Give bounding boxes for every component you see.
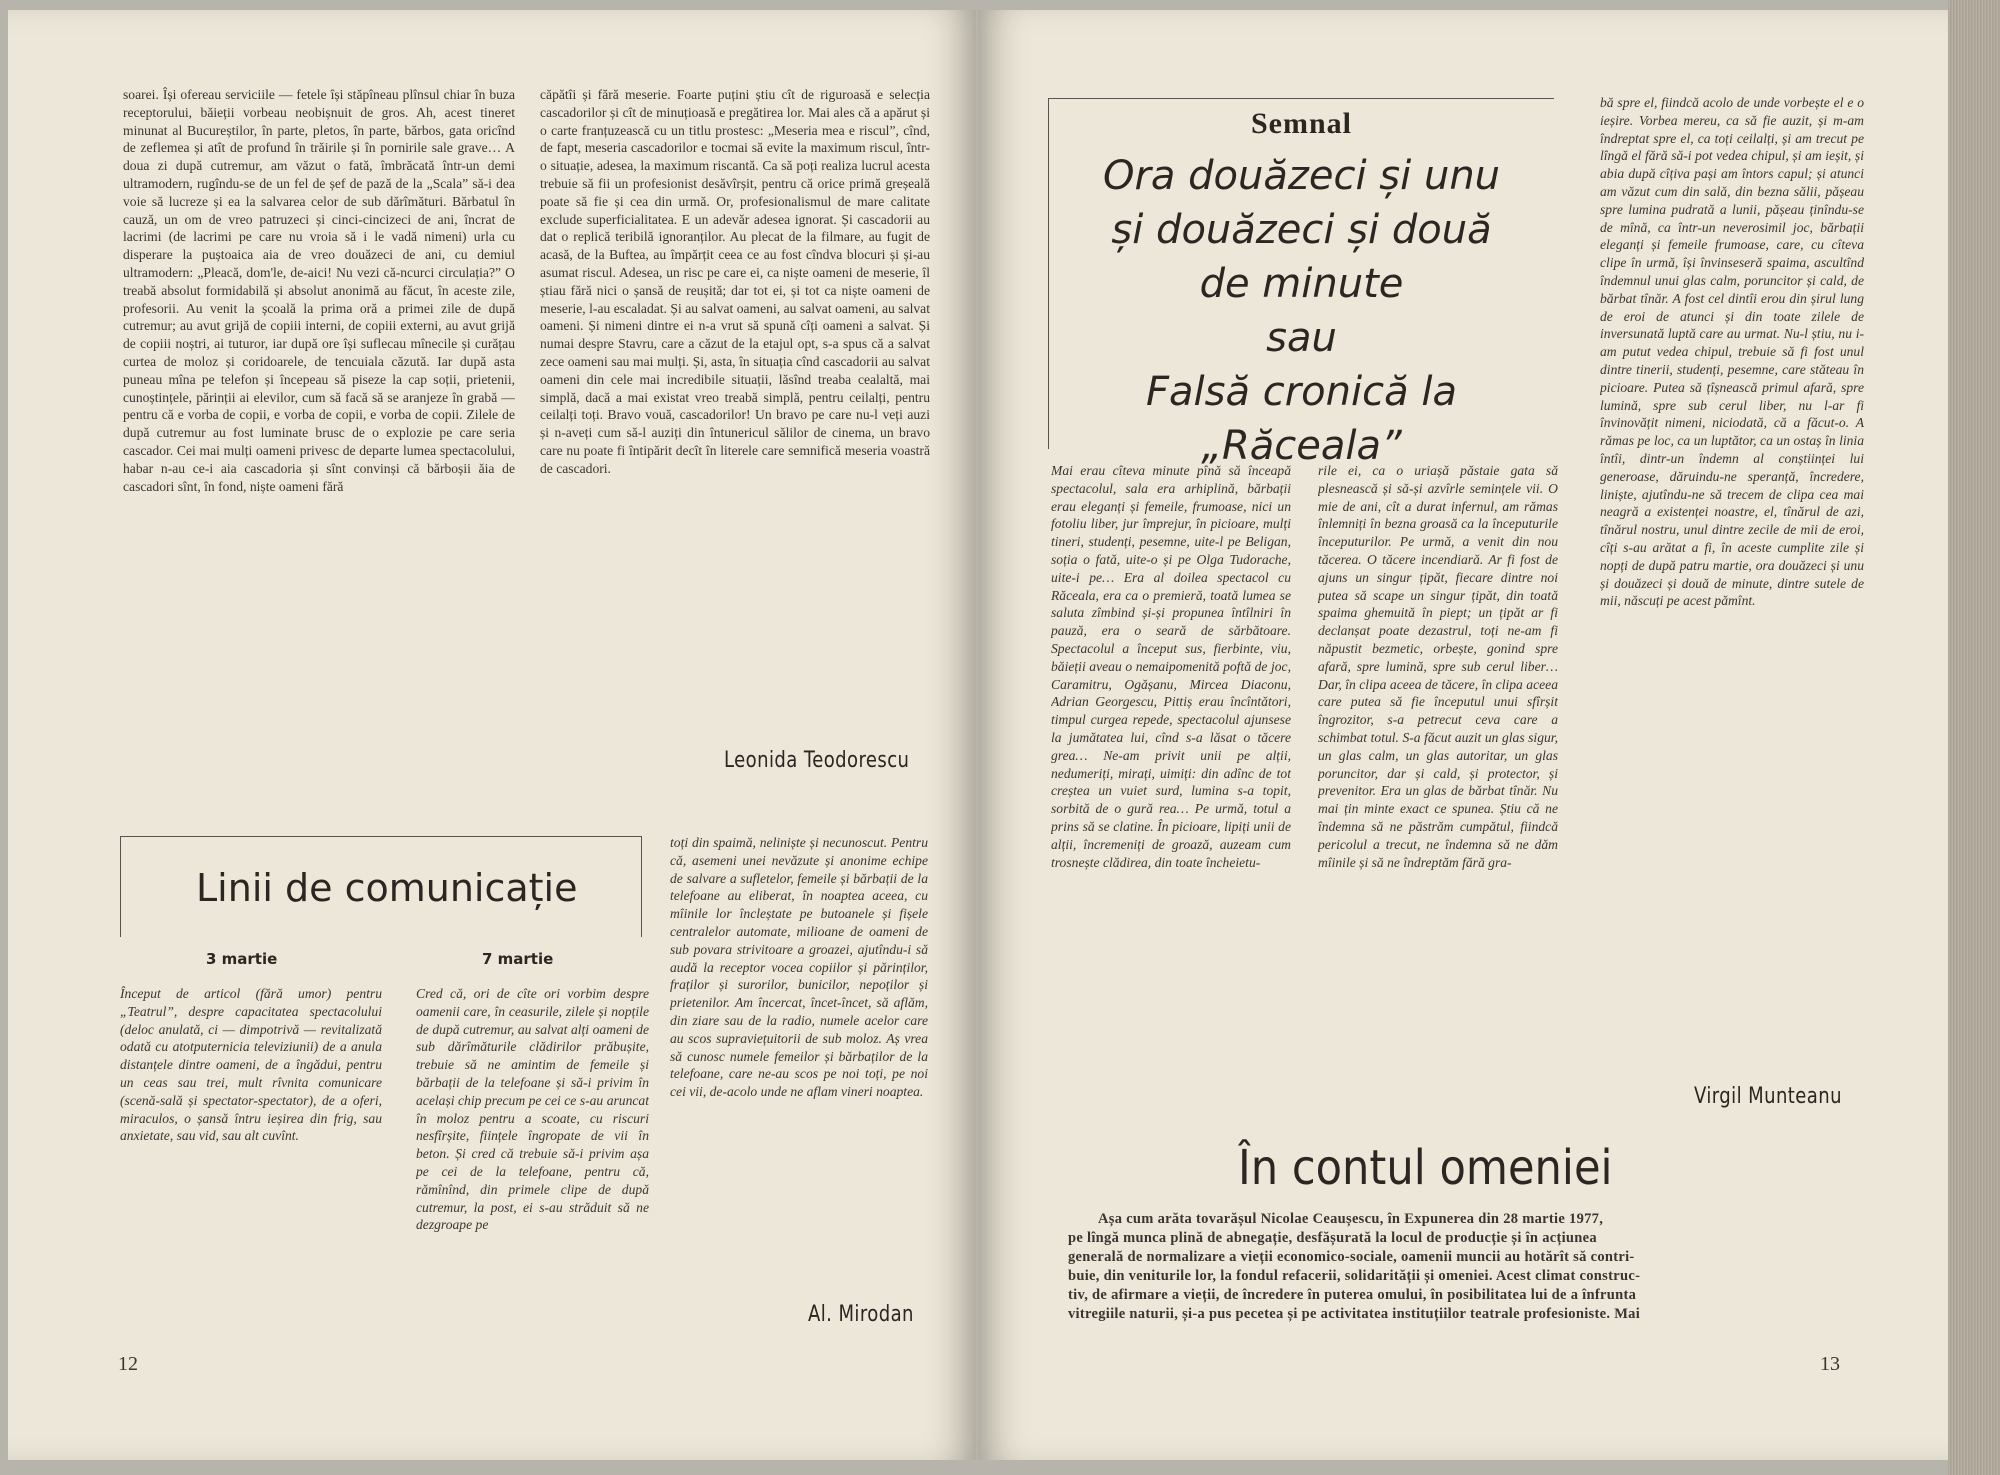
headline: În contul omeniei <box>1238 1140 1613 1196</box>
intro-paragraph <box>1068 1210 1858 1324</box>
title-line: Ora douăzeci și unu <box>1102 153 1501 199</box>
feature-title <box>1049 149 1554 473</box>
entry-date: 3 martie <box>206 950 278 968</box>
title-line: de minute <box>1199 261 1404 307</box>
article-column-2 <box>540 86 930 746</box>
entry-text: Început de articol (fără umor) pentru „Teatrul”, despre capacitatea spectacolului (deloc anulată, ci — dimpotrivă — revitalizată odată cu atotputernicia televiziunii) de a anula distanțele dintre oameni, de a îngădui, pentru un ceas sau trei, mult rîvnita comunicare (scenă-sală și spectator-spectator), de a oferi, miraculos, o șansă întru ieșirea din frig, sau anxietate, sau vid, sau alt cuvînt. <box>120 986 382 1144</box>
intro-line: pe lîngă munca plină de abnegație, desfășurată la locul de producție și în acțiunea <box>1068 1230 1597 1246</box>
entry-date: 7 martie <box>482 950 554 968</box>
entry-text: toți din spaimă, neliniște și necunoscut. Pentru că, asemeni unei nevăzute și anonime echipe de salvare a sufletelor, femeile și bărbații de la telefoane au eliberat, în noaptea aceea, cu mîinile lor încleștate pe butoanele și fișele centralelor automate, milioane de oameni de sub povara strivitoare a groazei, ajutîndu-i să audă la receptor vocea copiilor și părinților, fraților și surorilor, bunicilor, nepoților și prietenilor. Am încercat, încet-încet, să aflăm, din ziare sau de la radio, numele acelor care au scos supraviețuitorii de sub moloz. Aș vrea să cunosc numele femeilor și bărbaților de la telefoane, care ne-au scos pe noi toți, pe noi cei vii, de-acolo unde ne aflam vineri noaptea. <box>670 835 928 1100</box>
article-text: căpătîi și fără meserie. Foarte puțini știu cît de riguroasă e selecția cascadorilor și cît de minuțioasă e pregătirea lor. Mai ales că a apărut și o carte franțuzească cu un titlu prostesc: „Meseria mea e riscul”, cînd, de fapt, meseria cascadorilor e tocmai să evite la maximum riscul, într-o situație, adesea, la maximum riscantă. Ca să poți realiza lucrul acesta trebuie să fii un profesionist desăvîrșit, pentru că orice primă greșeală poate să fie și cea din urmă. Or, profesionalismul de mare calitate exclude superficialitatea. E un adevăr adesea ignorat. Și cascadorii au dat o replică teribilă ignoranților. Au plecat de la filmare, au fugit de acasă, de la Buftea, au împărțit ceea ce au fost cîndva blocuri și și-au asumat riscul. Adesea, un risc pe care ei, ca niște oameni de meserie, îl știau fără nici o șansă de reușită; dar tot ei, și tot ca niște oameni de meserie, l-au escaladat. Și au salvat oameni, au salvat oameni, au salvat oameni. Și nimeni dintre ei n-a vrut să spună cîți oameni a salvat. Și numai despre Stavru, care a căzut de la etajul opt, s-a spus că a salvat zece oameni sau mai mulți. Și, asta, în situația cînd cascadorii au salvat oameni din cele mai incredibile situații, lăsînd treaba cealaltă, mai simplă, dacă a mai existat vreo treabă simplă, pentru ceilalți, pentru ceilalți toți. Bravo vouă, cascadorilor! Un bravo pe care nu-l veți auzi și n-aveți cum să-l auziți din întunericul sălilor de cinema, un bravo care nu poate fi întipărit decît în literele care semnifică meseria voastră de cascadori. <box>540 87 930 476</box>
article-text: rile ei, ca o uriașă păstaie gata să plesnească și să-și azvîrle semințele vii. O mie de ani, cît a durat infernul, am rămas înlemniți în bezna groasă ca la începuturile începuturilor. Pe urmă, a venit din nou tăcerea. O tăcere incendiară. Ar fi fost de ajuns un singur țipăt, fiecare dintre noi putea să scape un singur țipăt, din toată spaima ghemuită în piept; un țipăt ar fi declanșat poate dezastrul, toți ne-am fi năpustit bezmetic, orbește, gonind spre afară, spre lumină, spre sub cerul liber… Dar, în clipa aceea de tăcere, în clipa aceea care putea să fie începutul unui sfîrșit îngrozitor, s-a petrecut ceva care a schimbat totul. S-a făcut auzit un glas sigur, un glas calm, un glas autoritar, un glas poruncitor, dar și cald, și protector, și prevenitor. Era un glas de bărbat tînăr. Nu mai țin minte exact ce spunea. Știu că ne îndemna să ne păstrăm cumpătul, fiindcă pericolul a trecut, ne îndemna să ne dăm mîinile și să ne îndreptăm fără gra- <box>1318 463 1558 870</box>
title-line: sau <box>1266 315 1337 361</box>
intro-line: vitregiile naturii, și-a pus pecetea și pe activitatea instituțiilor teatrale profesioniste. Mai <box>1068 1306 1641 1322</box>
article-column-2 <box>1318 462 1558 1112</box>
article-text: soarei. Își ofereau serviciile — fetele își stăpîneau plînsul chiar în buza receptorului, băieții vorbeau neobișnuit de gros. Ah, acest tineret minunat al Bucureștilor, în parte, pletos, în parte, bărbos, gata oricînd de zeflemea și atît de profund în trăirile și în pornirile sale grave… A doua zi după cutremur, am văzut o fată, îmbrăcată într-un demi ultramodern, rugîndu-se de un fel de șef de pază de la „Scala” să-i dea voie să lucreze și ea la salvarea celor de sub dărîmături. Bărbatul în cauză, un om de vreo patruzeci și cinci-cincizeci de ani, încrat de lacrimi (de lacrimi pe care nu vroia să i le vadă nimeni) urla cu disperare la puștoaica aia de vreo douăzeci de ani, cu demiul ultramodern: „Pleacă, dom'le, de-aici! Nu vezi că-ncurci circulația?” O treabă absolut formidabilă și absolut anonimă au făcut, în aceste zile, profesorii. Au venit la școală la prima oră a primei zile de după cutremur; au avut grijă de copiii interni, de copiii externi, au avut grijă de copiii noștri, ai tuturor, iar după ore își suflecau mînecile și curățau curtea de moloz și coridoarele, de tencuiala căzută. Iar după asta puneau mîna pe telefon și începeau să piseze la cap soții, prietenii, cunoștințele, părinții ai elevilor, cum să facă să se aranjeze în grabă — pentru că e vorba de copii, e vorba de copii, e vorba de copii. Zilele de după cutremur au fost luminate brusc de o explozie pe care seria cascador. Cei mai mulți oameni privesc de departe lumea spectacolului, habar n-au ce-i aia cascadoria și sînt convinși că bărboșii ăia de cascadori sînt, în fond, niște oameni fără <box>123 87 515 494</box>
author-signature: Virgil Munteanu <box>1694 1084 1842 1109</box>
intro-line: tiv, de afirmare a vieții, de încredere în puterea omului, în posibilitatea lui de a înfrunta <box>1068 1287 1637 1303</box>
title-line: Falsă cronică la <box>1146 369 1457 415</box>
title-line: „Răceala” <box>1201 423 1402 469</box>
article-column-1 <box>123 86 515 776</box>
page-number: 12 <box>118 1353 138 1375</box>
section-label: Semnal <box>1250 107 1352 140</box>
page-stack-edge <box>1948 0 2000 1475</box>
entry-column-c <box>670 834 928 1304</box>
entry-text: Cred că, ori de cîte ori vorbim despre oamenii care, în ceasurile, zilele și nopțile de după cutremur, au salvat alți oameni de sub dărîmăturile clădirilor prăbușite, trebuie să ne amintim de femeile și bărbații de la telefoane și să-i privim în același chip precum pe cei ce s-au aruncat în moloz pentru a scoate, cu riscuri nesfîrșite, ființele îngropate de vii în beton. Și cred că trebuie să-i privim așa pe cei de la telefoane, pentru că, rămînînd, din primele clipe de după cutremur, la post, ei s-au străduit să ne dezgroape pe <box>416 986 649 1233</box>
article-column-1 <box>1051 462 1291 1112</box>
article-column-3 <box>1600 94 1864 1064</box>
author-signature: Leonida Teodorescu <box>724 748 910 773</box>
intro-line: Așa cum arăta tovarășul Nicolae Ceaușescu, în Expunerea din 28 martie 1977, <box>1098 1211 1604 1227</box>
article-text: bă spre el, fiindcă acolo de unde vorbește el e o ieșire. Vorbea mereu, ca să fie auzit, și m-am îndreptat spre el, ca toți ceilalți, și am trecut pe lîngă el fără să-i pot vedea chipul, și am ieșit, și abia după cîțiva pași am întors capul; și atunci am văzut cum din sală, din bezna sălii, pășeau spre lumina pudrată a lunii, pășeau ținîndu-se de mînă, ca într-un neverosimil joc, bărbații eleganți și femeile frumoase, care, cu cîteva clipe în urmă, își învinseseră spaima, ascultînd îndemnul unui glas calm, poruncitor și cald, de bărbat tînăr. A fost cel dintîi erou din șirul lung de eroi de atunci și din toate zilele de inversunată luptă care au urmat. Nu-l știu, nu i-am putut vedea chipul, trebuie să fi fost unul dintre tinerii, studenți, pesemne, care stăteau în picioare. Putea să țîșnească primul afară, spre lumină, spre sub cerul liber, nu l-ar fi învinovățit nimeni, niciodată, că a făcut-o. A rămas pe loc, ca un luptător, ca un ostaș în linia întîi, dintr-un îndemn al conștiinței lui generoase, dăruindu-ne speranță, încredere, liniște, ajutîndu-ne să trecem de clipa cea mai neagră a existenței noastre, el, tînărul de azi, tînărul nostru, unul dintre zecile de mii de eroi, cîți s-au arătat a fi, în aceste cumplite zile și nopți de după patru martie, ora douăzeci și unu și douăzeci și două de minute, dintre sutele de mii, născuți pe acest pămînt. <box>1600 95 1864 609</box>
author-signature: Al. Mirodan <box>808 1302 914 1327</box>
entry-column-b <box>416 985 649 1330</box>
section-title: Linii de comunicație <box>196 866 578 910</box>
entry-column-a <box>120 985 382 1330</box>
intro-line: generală de normalizare a vieții economico-sociale, oamenii muncii au hotărît să contri- <box>1068 1249 1635 1265</box>
page-number: 13 <box>1820 1353 1840 1375</box>
title-line: și douăzeci și două <box>1111 207 1492 253</box>
feature-box <box>1048 98 1554 469</box>
right-page <box>978 10 1948 1460</box>
intro-line: buie, din veniturile lor, la fondul refacerii, solidarității și omeniei. Acest climat construc- <box>1068 1268 1641 1284</box>
article-text: Mai erau cîteva minute pînă să înceapă spectacolul, sala era arhiplină, bărbații erau eleganți și femeile, frumoase, nici un fotoliu liber, jur împrejur, în picioare, mulți tineri, studenți, pesemne, uite-l pe Beligan, soția o fată, uite-o și pe Olga Tudorache, uite-i pe… Era al doilea spectacol cu Răceala, era ca o premieră, toată lumea se saluta zîmbind și-și propunea întîlniri în pauză, era o seară de sărbătoare. Spectacolul a început sus, fierbinte, viu, băieții aveau o nemaipomenită poftă de joc, Caramitru, Ogășanu, Mircea Diaconu, Adrian Georgescu, Pittiș erau încîntători, timpul curgea repede, spectacolul ajunsese la jumătatea lui, cînd s-a lăsat o tăcere grea… Ne-am privit unii pe alții, nedumeriți, mirați, uimiți: din adînc de tot creștea un vuiet surd, lumina s-a topit, sorbită de o gură rea… Pe urmă, totul a prins să se clatine. În picioare, lipiți unii de alții, încremeniți de groază, auzeam cum trosnește clădirea, din toate încheietu- <box>1051 463 1291 870</box>
left-page <box>8 10 976 1460</box>
